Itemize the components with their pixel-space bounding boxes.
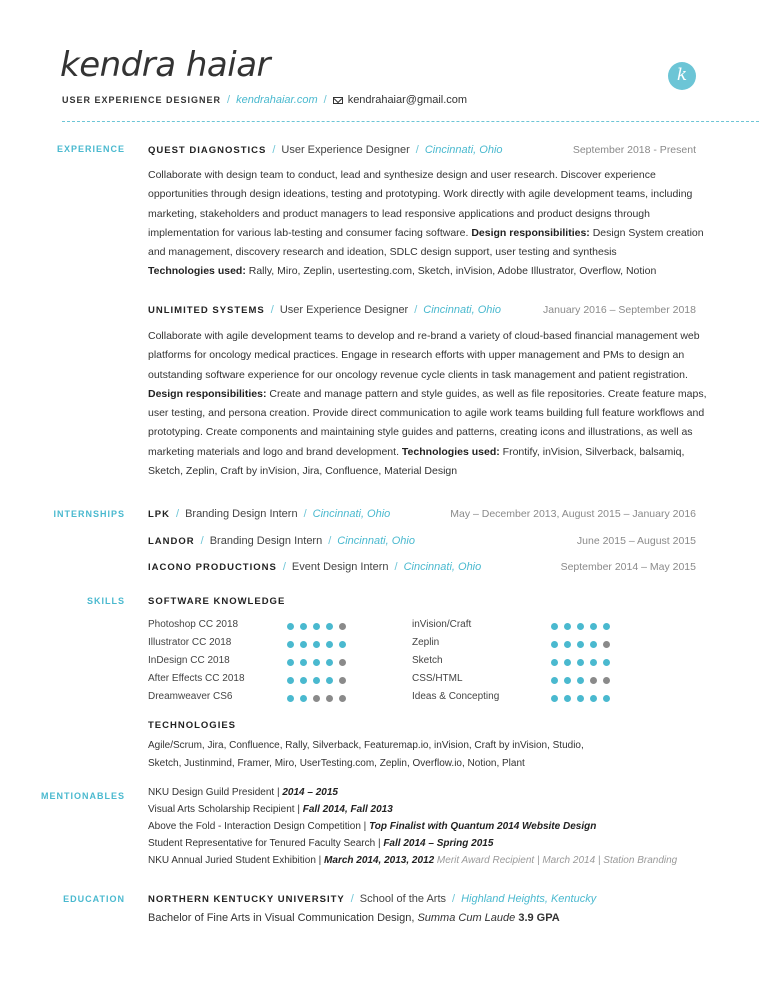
separator: /	[394, 561, 398, 573]
rating-dot-filled	[590, 641, 597, 648]
rating-dot-filled	[551, 677, 558, 684]
rating-dot-filled	[300, 641, 307, 648]
job-role: USER EXPERIENCE DESIGNER	[62, 95, 222, 105]
rating-dot-empty	[313, 695, 320, 702]
mention-text: Student Representative for Tenured Faculty Search |	[148, 838, 381, 849]
rating-dot-empty	[603, 677, 610, 684]
separator: /	[227, 94, 231, 106]
rating-dot-empty	[603, 641, 610, 648]
skill-rating	[287, 677, 346, 684]
separator: /	[176, 508, 180, 520]
job-title: User Experience Designer	[281, 144, 410, 156]
section-label-education: EDUCATION	[63, 894, 125, 904]
responsibilities-label: Design responsibilities:	[471, 226, 590, 239]
degree-gpa: 3.9 GPA	[518, 912, 560, 924]
rating-dot-filled	[564, 659, 571, 666]
rating-dot-empty	[339, 677, 346, 684]
rating-dot-filled	[300, 677, 307, 684]
mention-detail: March 2014, 2013, 2012	[324, 855, 435, 866]
rating-dot-empty	[339, 659, 346, 666]
rating-dot-empty	[590, 677, 597, 684]
separator: /	[415, 144, 419, 156]
job-location: Cincinnati, Ohio	[403, 561, 482, 573]
job-location: Cincinnati, Ohio	[423, 304, 501, 316]
skill-rating	[287, 641, 346, 648]
company-name: LANDOR	[148, 535, 195, 547]
skill-name: Illustrator CC 2018	[148, 637, 232, 648]
mention-item	[148, 787, 338, 802]
header-subline	[62, 94, 467, 106]
job-title: User Experience Designer	[279, 304, 409, 316]
skill-name: Photoshop CC 2018	[148, 619, 239, 630]
rating-dot-filled	[300, 695, 307, 702]
technologies-text: Frontify, inVision, Silverback, balsamiq, Sketch, Zeplin, Craft by inVision, Jira, Confluence, Material Design	[148, 445, 685, 478]
rating-dot-filled	[577, 677, 584, 684]
job-dates: June 2015 – August 2015	[576, 535, 696, 547]
rating-dot-filled	[603, 623, 610, 630]
job-title: Event Design Intern	[291, 561, 389, 573]
skill-rating	[551, 677, 610, 684]
website-link[interactable]: kendrahaiar.com	[236, 94, 318, 106]
degree-honors: Summa Cum Laude	[417, 912, 516, 924]
skill-rating	[551, 695, 610, 702]
rating-dot-filled	[300, 659, 307, 666]
logo-badge: k	[668, 62, 696, 90]
description-text: Collaborate with design team to conduct, lead and synthesize design and user research. Discover experience opportunities through design ideations, testing and prototyping. Work directly with agile development teams, including marketing, stakeholders and product managers to lead responsive applications and product designs through implementation for various lab-testing and consumer facing software.	[148, 169, 693, 239]
job-dates: January 2016 – September 2018	[543, 304, 696, 316]
rating-dot-filled	[577, 623, 584, 630]
mention-note: Merit Award Recipient | March 2014 | Station Branding	[436, 855, 678, 866]
skill-name: Zeplin	[412, 637, 440, 648]
job-location: Cincinnati, Ohio	[424, 144, 503, 156]
rating-dot-filled	[313, 641, 320, 648]
skill-name: inVision/Craft	[412, 619, 472, 630]
mention-item	[148, 855, 677, 870]
section-label-skills: SKILLS	[86, 596, 125, 606]
rating-dot-filled	[326, 641, 333, 648]
rating-dot-filled	[564, 623, 571, 630]
separator: /	[414, 304, 418, 316]
rating-dot-filled	[287, 677, 294, 684]
job-dates: May – December 2013, August 2015 – January 2016	[450, 508, 696, 520]
rating-dot-filled	[313, 659, 320, 666]
separator: /	[328, 535, 332, 547]
responsibilities-label: Design responsibilities:	[148, 387, 267, 400]
education-heading	[148, 892, 696, 906]
mention-text: NKU Design Guild President |	[148, 787, 280, 798]
internship-heading	[148, 507, 696, 521]
company-name: QUEST DIAGNOSTICS	[148, 144, 267, 156]
mention-detail: Fall 2014, Fall 2013	[302, 804, 393, 815]
job-title: Branding Design Intern	[209, 535, 323, 547]
rating-dot-filled	[564, 677, 571, 684]
header-divider	[62, 121, 759, 122]
company-name: IACONO PRODUCTIONS	[148, 561, 277, 573]
school-name: NORTHERN KENTUCKY UNIVERSITY	[148, 893, 345, 905]
rating-dot-filled	[603, 695, 610, 702]
job-heading	[148, 303, 696, 317]
rating-dot-filled	[590, 623, 597, 630]
rating-dot-filled	[339, 641, 346, 648]
job-location: Cincinnati, Ohio	[337, 535, 415, 547]
degree-line	[148, 912, 560, 924]
software-knowledge-heading: SOFTWARE KNOWLEDGE	[148, 596, 286, 607]
company-name: UNLIMITED SYSTEMS	[148, 304, 265, 316]
skill-name: After Effects CC 2018	[148, 673, 245, 684]
school-location: Highland Heights, Kentucky	[461, 893, 597, 905]
rating-dot-filled	[313, 623, 320, 630]
section-label-internships: INTERNSHIPS	[53, 509, 125, 519]
skill-rating	[551, 659, 610, 666]
mention-item	[148, 804, 393, 819]
rating-dot-filled	[326, 677, 333, 684]
mention-text: Visual Arts Scholarship Recipient |	[148, 804, 300, 815]
rating-dot-filled	[564, 641, 571, 648]
rating-dot-filled	[577, 695, 584, 702]
rating-dot-filled	[577, 659, 584, 666]
mention-item	[148, 838, 493, 853]
rating-dot-empty	[339, 623, 346, 630]
rating-dot-filled	[590, 659, 597, 666]
section-label-mentionables: MENTIONABLES	[41, 791, 125, 801]
mention-detail: 2014 – 2015	[282, 787, 338, 798]
mention-text: Above the Fold - Interaction Design Competition |	[148, 821, 367, 832]
skill-rating	[287, 695, 346, 702]
separator: /	[282, 561, 286, 573]
rating-dot-filled	[287, 623, 294, 630]
mention-detail: Fall 2014 – Spring 2015	[383, 838, 494, 849]
responsibilities-text: Create and manage pattern and style guides, as well as file repositories. Create feature maps, user testing, and persona creation. Provide direct communication to agile work teams building full feature workflows and prototyping. Create components and maintaining style guides and patterns, creating icons and illustrations, as well as marketing materials and logo and brand development.	[148, 387, 707, 458]
technologies-list: Agile/Scrum, Jira, Confluence, Rally, Silverback, Featuremap.io, inVision, Craft by inVision, Studio, Sketch, Justinmind, Framer, Miro, UserTesting.com, Zeplin, Overflow.io, Notion, Plant	[148, 740, 584, 769]
email-link[interactable]: kendrahaiar@gmail.com	[347, 94, 468, 106]
skill-name: Sketch	[412, 655, 443, 666]
technologies-label: Technologies used:	[401, 445, 500, 458]
skill-rating	[287, 659, 346, 666]
skill-name: InDesign CC 2018	[148, 655, 230, 666]
description-text: Collaborate with agile development teams to develop and re-brand a variety of cloud-based financial management web platforms for oncology medical practices. Engage in research efforts with upper management and PMs to design an outstanding software experience for our oncology revenue cycle clients in task management and patient registration.	[148, 330, 700, 381]
rating-dot-filled	[577, 641, 584, 648]
rating-dot-filled	[287, 641, 294, 648]
rating-dot-filled	[551, 623, 558, 630]
technologies-text: Rally, Miro, Zeplin, usertesting.com, Sketch, inVision, Adobe Illustrator, Overflow, Notion	[248, 265, 657, 278]
company-name: LPK	[148, 508, 170, 520]
separator: /	[303, 508, 307, 520]
rating-dot-filled	[287, 659, 294, 666]
job-dates: September 2018 - Present	[572, 144, 696, 156]
job-heading	[148, 143, 696, 157]
section-label-experience: EXPERIENCE	[56, 144, 125, 154]
rating-dot-filled	[326, 659, 333, 666]
rating-dot-empty	[339, 695, 346, 702]
skill-name: CSS/HTML	[412, 673, 463, 684]
separator: /	[452, 893, 456, 905]
rating-dot-filled	[603, 659, 610, 666]
skill-rating	[551, 623, 610, 630]
mail-icon	[333, 97, 343, 104]
mention-text: NKU Annual Juried Student Exhibition |	[148, 855, 322, 866]
rating-dot-filled	[551, 695, 558, 702]
degree-name: Bachelor of Fine Arts in Visual Communication Design,	[148, 912, 415, 924]
separator: /	[200, 535, 204, 547]
rating-dot-filled	[287, 695, 294, 702]
separator: /	[323, 94, 327, 106]
job-description	[148, 327, 708, 481]
technologies-label: Technologies used:	[148, 265, 246, 278]
skill-name: Dreamweaver CS6	[148, 691, 233, 702]
skill-name: Ideas & Concepting	[412, 691, 500, 702]
technologies-heading: TECHNOLOGIES	[148, 720, 237, 731]
separator: /	[270, 304, 274, 316]
job-title: Branding Design Intern	[185, 508, 298, 520]
rating-dot-filled	[551, 641, 558, 648]
mention-item	[148, 821, 596, 836]
responsibilities-text: Design System creation and management, discovery research and ideation, SDLC design support, user testing and synthesis	[148, 226, 704, 259]
internship-heading	[148, 560, 696, 574]
job-description	[148, 166, 708, 282]
rating-dot-filled	[300, 623, 307, 630]
mention-detail: Top Finalist with Quantum 2014 Website Design	[369, 821, 597, 832]
resume-name: kendra haiar	[60, 45, 271, 85]
rating-dot-filled	[551, 659, 558, 666]
school-program: School of the Arts	[359, 893, 447, 905]
skill-rating	[287, 623, 346, 630]
rating-dot-filled	[313, 677, 320, 684]
rating-dot-filled	[564, 695, 571, 702]
job-dates: September 2014 – May 2015	[560, 561, 696, 573]
internship-heading	[148, 534, 696, 548]
skill-rating	[551, 641, 610, 648]
rating-dot-filled	[590, 695, 597, 702]
job-location: Cincinnati, Ohio	[312, 508, 391, 520]
separator: /	[350, 893, 354, 905]
rating-dot-filled	[326, 623, 333, 630]
separator: /	[272, 144, 276, 156]
rating-dot-empty	[326, 695, 333, 702]
